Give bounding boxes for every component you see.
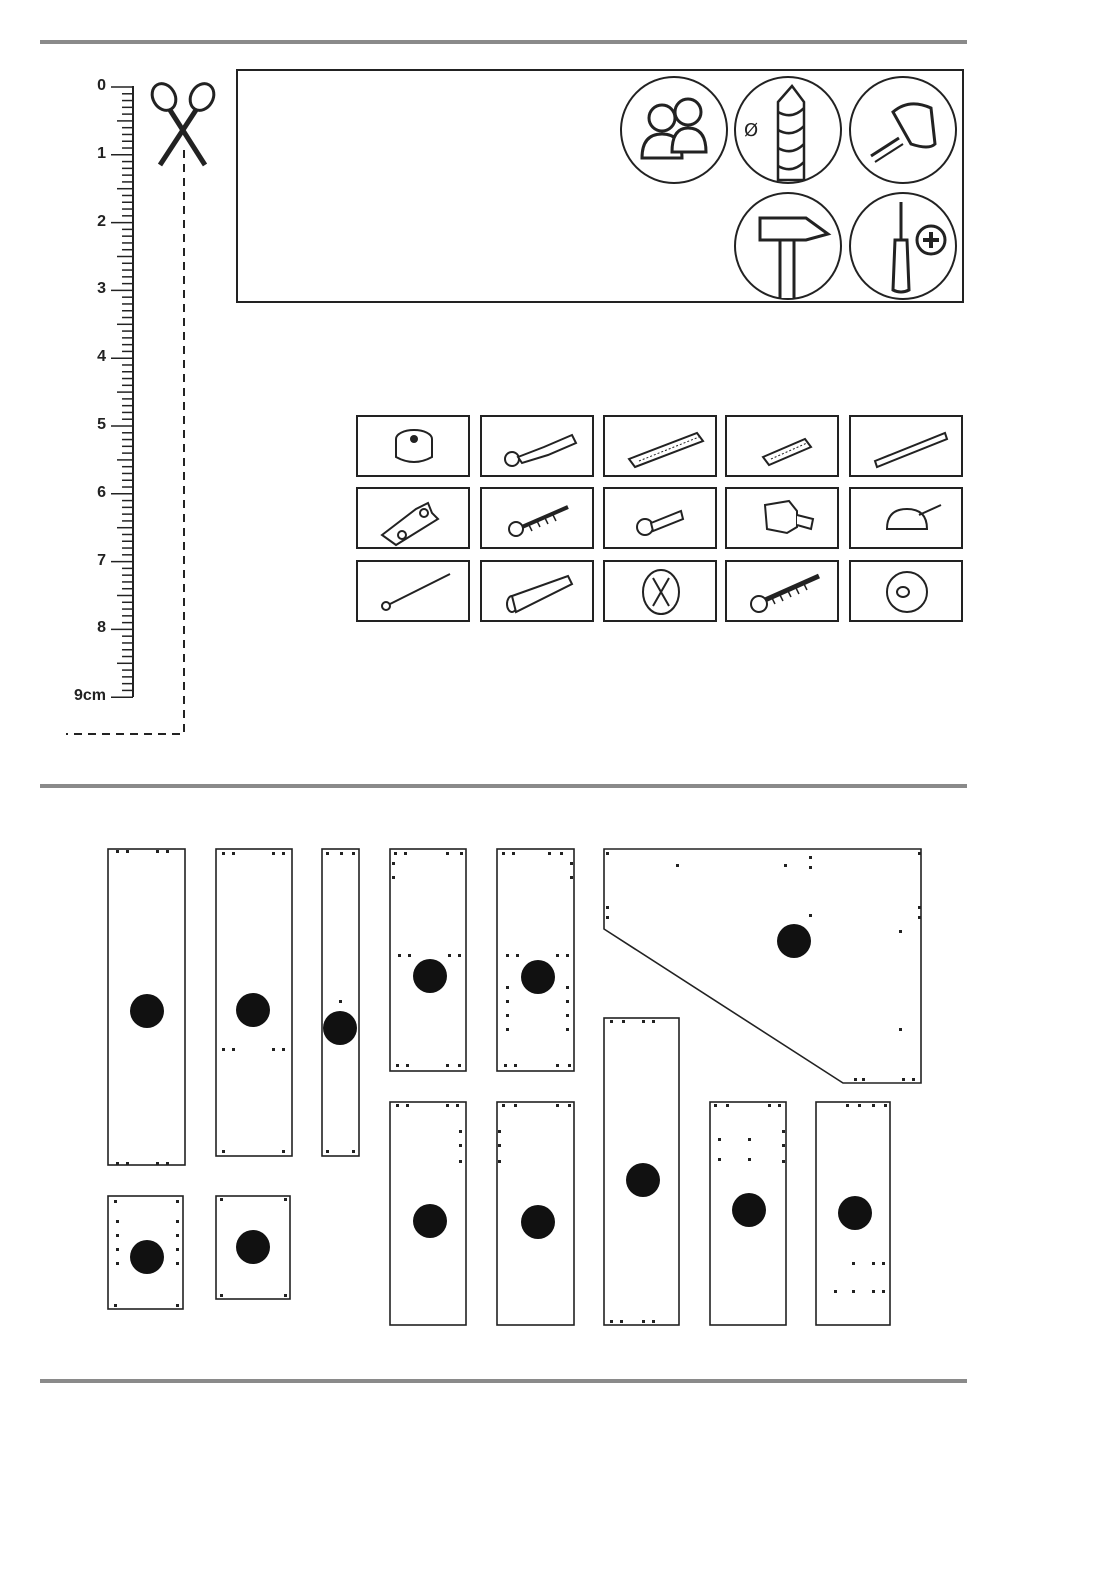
hole <box>652 1020 655 1023</box>
hole <box>642 1020 645 1023</box>
hole <box>556 1104 559 1107</box>
hole <box>570 876 573 879</box>
ruler-tick-label: 9cm <box>73 687 106 705</box>
hole <box>460 852 463 855</box>
hole <box>610 1320 613 1323</box>
hole <box>392 876 395 879</box>
hole <box>809 856 812 859</box>
hole <box>394 852 397 855</box>
hole <box>512 852 515 855</box>
hole <box>566 954 569 957</box>
panel-marker <box>626 1163 660 1197</box>
hole <box>126 850 129 853</box>
hole <box>768 1104 771 1107</box>
hole <box>222 852 225 855</box>
hole <box>406 1064 409 1067</box>
hole <box>899 1028 902 1031</box>
hole <box>782 1144 785 1147</box>
ruler-tick-label: 4 <box>97 348 106 366</box>
hole <box>782 1160 785 1163</box>
panel-marker <box>130 994 164 1028</box>
hole <box>899 930 902 933</box>
hole <box>918 852 921 855</box>
hole <box>502 1104 505 1107</box>
hole <box>392 862 395 865</box>
hole <box>284 1294 287 1297</box>
ruler-tick-label: 1 <box>97 144 106 162</box>
hole <box>458 1064 461 1067</box>
hole <box>854 1078 857 1081</box>
panel-marker <box>732 1193 766 1227</box>
diameter-symbol: Ø <box>744 120 759 141</box>
panel-marker <box>236 993 270 1027</box>
hole <box>858 1104 861 1107</box>
hole <box>116 850 119 853</box>
hole <box>506 1000 509 1003</box>
hole <box>622 1020 625 1023</box>
ruler-tick-label: 3 <box>97 280 106 298</box>
hole <box>516 954 519 957</box>
ruler-tick-label: 2 <box>97 212 106 230</box>
hole <box>396 1104 399 1107</box>
hole <box>882 1290 885 1293</box>
hole <box>459 1144 462 1147</box>
hole <box>166 850 169 853</box>
hole <box>606 852 609 855</box>
hole <box>718 1158 721 1161</box>
hole <box>498 1130 501 1133</box>
hole <box>620 1320 623 1323</box>
hole <box>398 954 401 957</box>
hole <box>352 852 355 855</box>
panel-marker <box>413 1204 447 1238</box>
hole <box>778 1104 781 1107</box>
hole <box>116 1234 119 1237</box>
hole <box>176 1248 179 1251</box>
panel-marker <box>236 1230 270 1264</box>
hole <box>809 866 812 869</box>
hole <box>506 986 509 989</box>
hole <box>406 1104 409 1107</box>
hole <box>570 862 573 865</box>
hole <box>502 852 505 855</box>
hole <box>156 850 159 853</box>
panel-marker <box>777 924 811 958</box>
hole <box>652 1320 655 1323</box>
hole <box>834 1290 837 1293</box>
hole <box>504 1064 507 1067</box>
hole <box>726 1104 729 1107</box>
ruler-tick-label: 8 <box>97 619 106 637</box>
panel <box>497 849 574 1071</box>
hole <box>714 1104 717 1107</box>
hole <box>498 1144 501 1147</box>
hole <box>404 852 407 855</box>
hole <box>116 1248 119 1251</box>
hole <box>114 1200 117 1203</box>
hole <box>872 1262 875 1265</box>
hole <box>782 1130 785 1133</box>
hole <box>852 1290 855 1293</box>
hole <box>566 1014 569 1017</box>
hole <box>852 1262 855 1265</box>
hole <box>912 1078 915 1081</box>
hole <box>114 1304 117 1307</box>
hole <box>566 1028 569 1031</box>
hole <box>606 906 609 909</box>
ruler-tick-label: 0 <box>97 77 106 94</box>
hole <box>176 1234 179 1237</box>
hole <box>918 906 921 909</box>
panel-marker <box>413 959 447 993</box>
hole <box>784 864 787 867</box>
hole <box>506 1014 509 1017</box>
hole <box>176 1262 179 1265</box>
hole <box>556 1064 559 1067</box>
hole <box>446 1104 449 1107</box>
hole <box>514 1104 517 1107</box>
hole <box>284 1198 287 1201</box>
hole <box>220 1198 223 1201</box>
hole <box>272 852 275 855</box>
hole <box>176 1200 179 1203</box>
hole <box>156 1162 159 1165</box>
ruler-tick-label: 5 <box>97 416 106 433</box>
hole <box>748 1158 751 1161</box>
hole <box>846 1104 849 1107</box>
hole <box>459 1160 462 1163</box>
hole <box>548 852 551 855</box>
hole <box>556 954 559 957</box>
hole <box>448 954 451 957</box>
hole <box>498 1160 501 1163</box>
hole <box>882 1262 885 1265</box>
hole <box>456 1104 459 1107</box>
panel-marker <box>130 1240 164 1274</box>
hole <box>676 864 679 867</box>
hole <box>560 852 563 855</box>
hole <box>459 1130 462 1133</box>
hole <box>232 852 235 855</box>
hole <box>884 1104 887 1107</box>
hole <box>610 1020 613 1023</box>
hole <box>506 1028 509 1031</box>
hole <box>116 1262 119 1265</box>
hole <box>166 1162 169 1165</box>
hole <box>176 1304 179 1307</box>
hole <box>126 1162 129 1165</box>
hole <box>232 1048 235 1051</box>
hole <box>272 1048 275 1051</box>
panel-marker <box>521 960 555 994</box>
hole <box>514 1064 517 1067</box>
hole <box>282 1150 285 1153</box>
hole <box>222 1150 225 1153</box>
panel-marker <box>838 1196 872 1230</box>
hole <box>176 1220 179 1223</box>
hole <box>606 916 609 919</box>
hole <box>340 852 343 855</box>
hole <box>566 1000 569 1003</box>
hole <box>809 914 812 917</box>
hole <box>396 1064 399 1067</box>
hole <box>506 954 509 957</box>
hole <box>568 1104 571 1107</box>
hole <box>446 852 449 855</box>
hole <box>352 1150 355 1153</box>
hole <box>446 1064 449 1067</box>
hole <box>748 1138 751 1141</box>
hole <box>872 1290 875 1293</box>
hole <box>902 1078 905 1081</box>
hole <box>458 954 461 957</box>
hole <box>326 1150 329 1153</box>
hole <box>339 1000 342 1003</box>
hole <box>220 1294 223 1297</box>
ruler-tick-label: 7 <box>97 551 106 569</box>
hole <box>718 1138 721 1141</box>
hole <box>568 1064 571 1067</box>
hole <box>326 852 329 855</box>
hole <box>116 1162 119 1165</box>
hole <box>642 1320 645 1323</box>
ruler-tick-label: 6 <box>97 483 106 501</box>
hole <box>872 1104 875 1107</box>
hole <box>408 954 411 957</box>
hole <box>918 916 921 919</box>
hole <box>222 1048 225 1051</box>
hole <box>282 1048 285 1051</box>
hole <box>862 1078 865 1081</box>
hole <box>282 852 285 855</box>
panel-marker <box>521 1205 555 1239</box>
panel-marker <box>323 1011 357 1045</box>
hole <box>116 1220 119 1223</box>
hole <box>566 986 569 989</box>
